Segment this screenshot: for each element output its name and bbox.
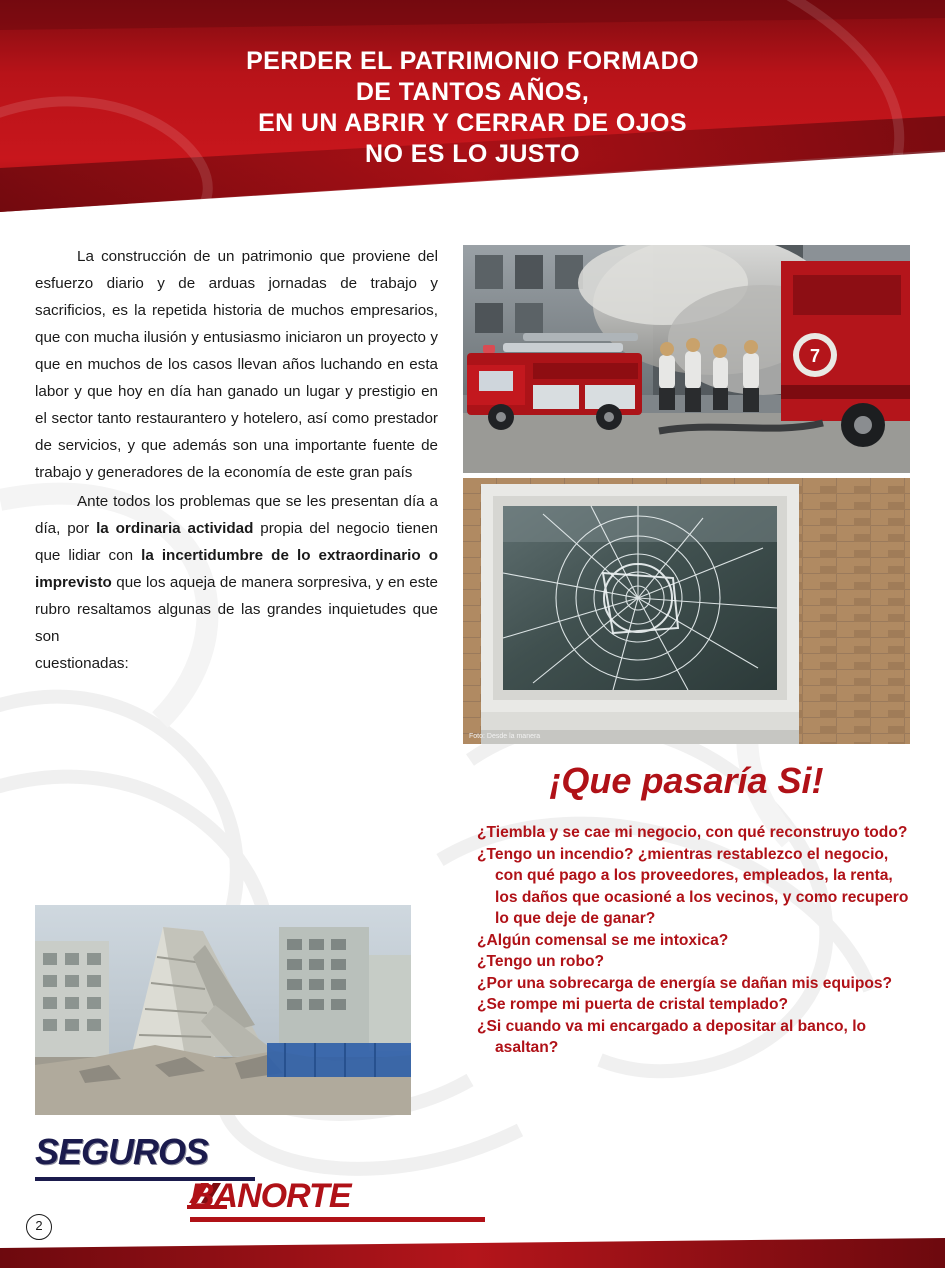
article-body <box>35 243 438 677</box>
photo-collapsed-building <box>35 905 411 1115</box>
logo-banorte-bar <box>190 1217 485 1222</box>
para2-seg4: cuestionadas: <box>35 655 129 672</box>
title-line-1: PERDER EL PATRIMONIO FORMADO <box>246 47 699 75</box>
question-item: ¿Algún comensal se me intoxica? <box>477 931 729 949</box>
article-paragraph-1: La construcción de un patrimonio que proviene del esfuerzo diario y de arduas jornadas de trabajo y sacrificios, es la repetida historia de muchos empresarios, que con mucha ilusión y entusiasmo iniciaron un proyecto y que en muchos de los casos llevan años luchando en esta labor y que hoy en día han ganado un lugar y prestigio en el sector tanto restaurantero y hotelero, así como prestador de servicios, y que además son una importante fuente de trabajo y generadores de la economía de este gran país <box>35 248 438 481</box>
para2-bold2: la incertidumbre de lo extraordinario o imprevisto <box>35 547 439 591</box>
page-number: 2 <box>26 1214 52 1240</box>
photo-broken-window <box>463 478 910 744</box>
questions-list <box>477 822 917 1059</box>
page-footer <box>0 1234 945 1268</box>
question-item: ¿Tiembla y se cae mi negocio, con qué reconstruyo todo? <box>477 824 908 841</box>
title-line-3: EN UN ABRIR Y CERRAR DE OJOS <box>258 109 687 137</box>
logo-seguros-banorte <box>35 1131 455 1226</box>
title-line-4: NO ES LO JUSTO <box>365 140 580 168</box>
article-paragraph-2 <box>35 488 438 677</box>
page-header <box>0 0 945 212</box>
svg-text:7: 7 <box>809 346 821 366</box>
photo-fire-trucks <box>463 245 910 473</box>
para2-seg2: propia del negocio tienen que lidiar con <box>35 520 438 564</box>
question-item: ¿Por una sobrecarga de energía se dañan mis equipos? <box>477 974 893 992</box>
logo-banorte-text: BANORTE <box>190 1177 351 1215</box>
para2-seg3: que los aqueja de manera sorpresiva, y en este rubro resaltamos algunas de las grandes inquietudes que son <box>35 574 438 645</box>
question-item: ¿Se rompe mi puerta de cristal templado? <box>477 996 789 1013</box>
logo-seguros-text: SEGUROS <box>35 1131 209 1172</box>
question-item: ¿Tengo un robo? <box>477 953 605 970</box>
question-item: ¿Si cuando va mi encargado a depositar al banco, lo asaltan? <box>477 1017 867 1056</box>
title-line-2: DE TANTOS AÑOS, <box>355 78 590 106</box>
para2-bold1: la ordinaria actividad <box>96 520 254 537</box>
para2-seg1: Ante todos los problemas que se les presentan día a día, por <box>35 493 438 537</box>
question-item: ¿Tengo un incendio? ¿mientras restablezco el negocio, con qué pago a los proveedores, empleados, la renta, los daños que ocasioné a los vecinos, y como recupero lo que deje de ganar? <box>477 845 909 927</box>
svg-text:Foto: Desde la manera: Foto: Desde la manera <box>469 733 541 740</box>
questions-title: ¡Que pasaría Si! <box>549 760 824 801</box>
page-title <box>0 46 945 170</box>
